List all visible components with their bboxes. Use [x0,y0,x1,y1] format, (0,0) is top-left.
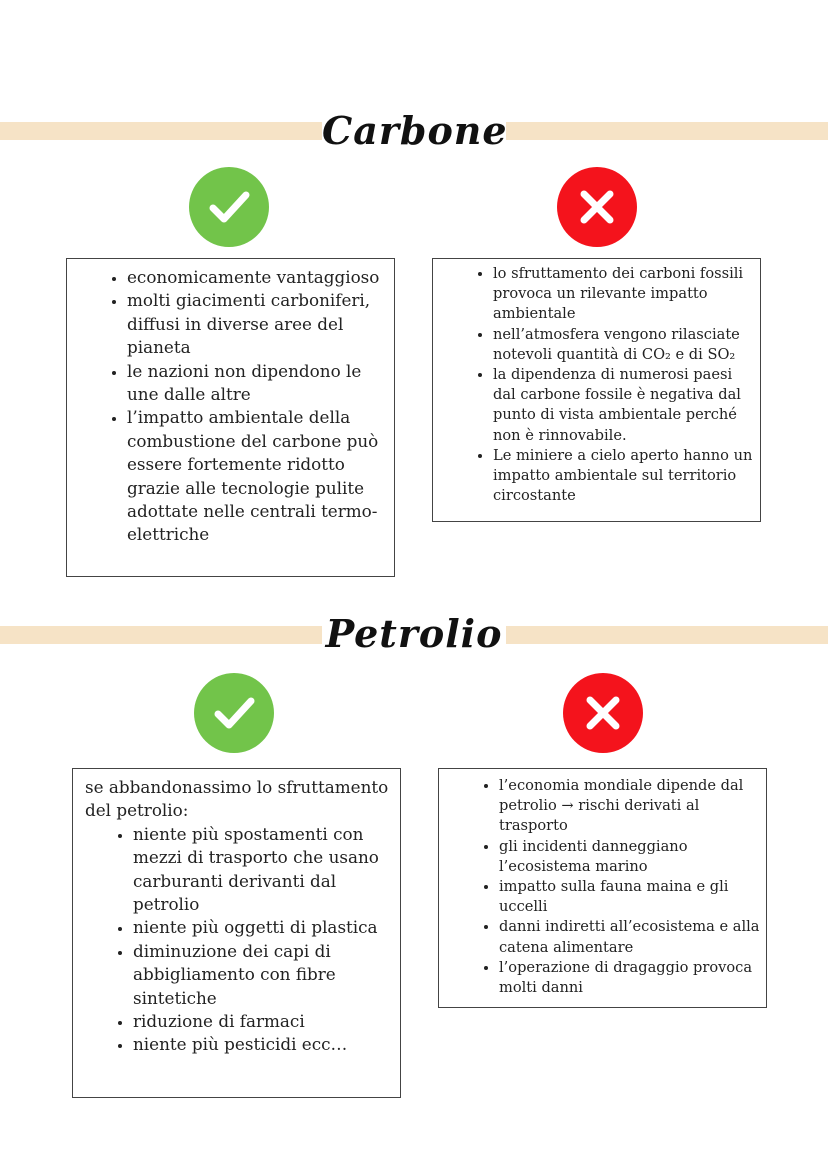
cons-badge [563,673,643,753]
list-item: • niente più spostamenti con mezzi di trasporto che usano carburanti derivanti dal petrolio [133,823,394,917]
list-item: • le nazioni non dipendono le une dalle altre [127,360,394,407]
pros-box [66,258,395,577]
list-item: • nell’atmosfera vengono rilasciate notevoli quantità di CO₂ e di SO₂ [493,325,754,365]
list-item: • molti giacimenti carboniferi, diffusi in diverse aree del pianeta [127,289,394,359]
list-item: • l’impatto ambientale della combustione del carbone può essere fortemente ridotto grazie alle tecnologie pulite adottate nelle centrali termo-elettriche [127,406,394,546]
list-item: • lo sfruttamento dei carboni fossili provoca un rilevante impatto ambientale [493,264,754,325]
list-item: • niente più oggetti di plastica [133,916,394,939]
list-item: • economicamente vantaggioso [127,266,394,289]
pros-list [67,266,394,547]
section-title: Petrolio [322,607,506,661]
pros-list [73,823,394,1057]
check-icon [205,183,253,231]
cons-box [432,258,761,522]
list-item: • niente più pesticidi ecc… [133,1033,394,1056]
cons-list [439,776,760,998]
section-title: Carbone [322,104,506,158]
list-item: • la dipendenza di numerosi paesi dal carbone fossile è negativa dal punto di vista ambientale perché non è rinnovabile. [493,365,754,446]
pros-badge [189,167,269,247]
cons-badge [557,167,637,247]
pros-intro: se abbandonassimo lo sfruttamento del petrolio: [85,777,389,821]
list-item: • riduzione di farmaci [133,1010,394,1033]
pros-box [72,768,401,1098]
list-item: • l’operazione di dragaggio provoca molti danni [499,958,760,998]
check-icon [210,689,258,737]
pros-badge [194,673,274,753]
cross-icon [583,693,623,733]
cons-box [438,768,767,1008]
list-item: • diminuzione dei capi di abbigliamento con fibre sintetiche [133,940,394,1010]
list-item: • gli incidenti danneggiano l’ecosistema marino [499,837,760,877]
list-item: • impatto sulla fauna maina e gli uccelli [499,877,760,917]
cross-icon [577,187,617,227]
cons-list [433,264,754,506]
list-item: • danni indiretti all’ecosistema e alla catena alimentare [499,917,760,957]
list-item: • l’economia mondiale dipende dal petrolio → rischi derivati al trasporto [499,776,760,837]
list-item: • Le miniere a cielo aperto hanno un impatto ambientale sul territorio circostante [493,446,754,507]
